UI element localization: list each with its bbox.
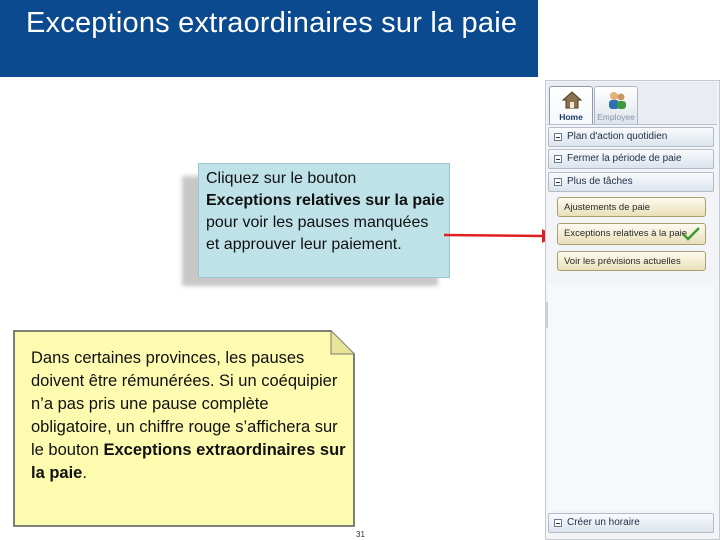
button-label: Voir les prévisions actuelles xyxy=(564,256,681,267)
button-label: Exceptions relatives à la paie xyxy=(564,228,688,239)
instruction-callout xyxy=(198,163,450,278)
note-callout xyxy=(13,330,355,527)
note-text-part1: Dans certaines provinces, les pauses doivent être rémunérées. Si un coéquipier n’a pas pris une pause complète obligatoire, un chiffre rouge s’affichera sur le bouton xyxy=(31,349,338,459)
instruction-text-bold: Exceptions relatives sur la paie xyxy=(206,192,445,209)
section-label: Fermer la période de paie xyxy=(567,153,682,164)
checkmark-icon xyxy=(681,226,701,242)
section-creer-horaire[interactable] xyxy=(548,513,714,533)
exceptions-paie-button[interactable] xyxy=(557,223,706,245)
tab-employee-label: Employee xyxy=(597,112,635,122)
section-label: Créer un horaire xyxy=(567,517,640,528)
note-text xyxy=(31,347,349,485)
slide-title: Exceptions extraordinaires sur la paie xyxy=(26,7,518,39)
section-label: Plan d'action quotidien xyxy=(567,131,668,142)
tab-employee[interactable] xyxy=(594,86,638,124)
pointer-arrow xyxy=(444,224,556,246)
button-label: Ajustements de paie xyxy=(564,202,651,213)
collapse-toggle-icon[interactable] xyxy=(554,178,562,186)
app-side-panel xyxy=(545,80,720,540)
ajustements-paie-button[interactable] xyxy=(557,197,706,217)
instruction-text-part1: Cliquez sur le bouton xyxy=(206,170,357,187)
note-text-bold: Exceptions extraordinaires sur la paie xyxy=(31,441,346,482)
voir-previsions-button[interactable] xyxy=(557,251,706,271)
panel-empty-area xyxy=(548,285,714,510)
slide-title-bar xyxy=(0,0,538,77)
note-text-part2: . xyxy=(82,464,87,482)
collapse-toggle-icon[interactable] xyxy=(554,133,562,141)
tab-strip xyxy=(547,82,717,125)
instruction-text-part2: pour voir les pauses manquées et approuver leur paiement. xyxy=(206,214,429,253)
section-plus-taches[interactable] xyxy=(548,172,714,192)
tab-home-label: Home xyxy=(559,112,583,122)
tab-home[interactable] xyxy=(549,86,593,124)
section-label: Plus de tâches xyxy=(567,176,633,187)
instruction-text xyxy=(206,168,446,256)
collapse-toggle-icon[interactable] xyxy=(554,519,562,527)
section-fermer-periode[interactable] xyxy=(548,149,714,169)
page-number: 31 xyxy=(356,530,365,539)
home-icon xyxy=(562,90,582,110)
section-plan-action[interactable] xyxy=(548,127,714,147)
collapse-toggle-icon[interactable] xyxy=(554,155,562,163)
employee-icon xyxy=(607,90,627,110)
